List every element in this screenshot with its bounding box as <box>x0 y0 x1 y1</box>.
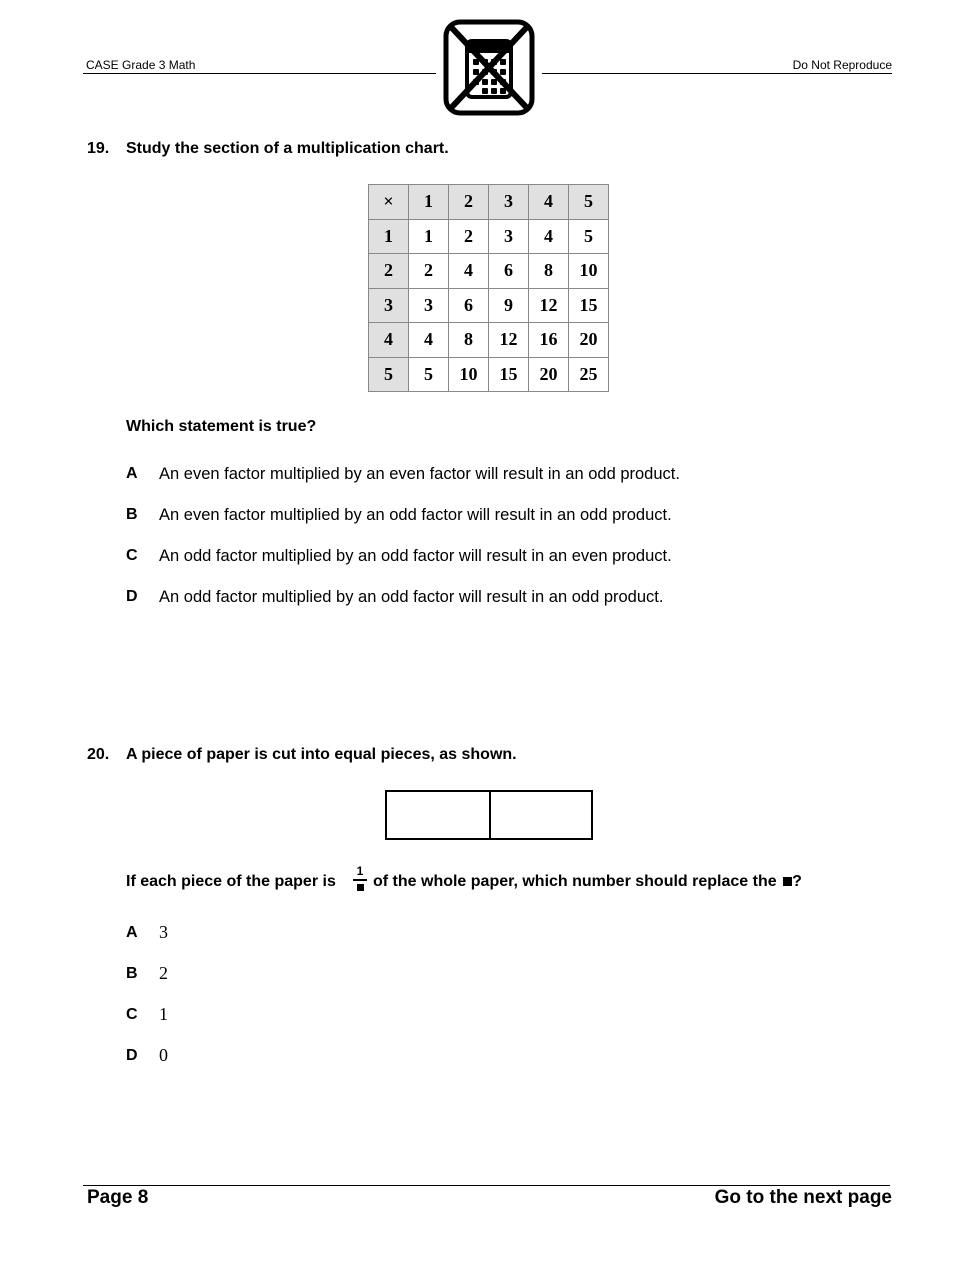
option-letter: D <box>126 1047 138 1064</box>
table-row <box>369 288 609 323</box>
table-cell: 4 <box>529 219 569 254</box>
table-cell: 6 <box>449 288 489 323</box>
table-cell: 8 <box>449 323 489 358</box>
paper-diagram <box>385 790 593 840</box>
table-cell: 15 <box>569 288 609 323</box>
option-text: 2 <box>159 963 168 983</box>
header-notice: Do Not Reproduce <box>792 58 892 72</box>
table-row <box>369 254 609 289</box>
table-cell: 4 <box>449 254 489 289</box>
table-cell: 16 <box>529 323 569 358</box>
paper-cut-line <box>489 792 491 838</box>
row-header: 4 <box>369 323 409 358</box>
table-cell: 2 <box>409 254 449 289</box>
table-cell: 1 <box>409 219 449 254</box>
option-letter: B <box>126 965 138 982</box>
row-header: 1 <box>369 219 409 254</box>
column-header: 5 <box>569 185 609 220</box>
multiplication-chart <box>368 184 609 392</box>
table-cell: 4 <box>409 323 449 358</box>
option-text: 1 <box>159 1004 168 1024</box>
next-page-note: Go to the next page <box>714 1187 892 1208</box>
table-cell: 25 <box>569 357 609 392</box>
table-cell: 8 <box>529 254 569 289</box>
table-cell: 2 <box>449 219 489 254</box>
option-letter: A <box>126 465 138 482</box>
table-cell: 10 <box>449 357 489 392</box>
table-cell: 6 <box>489 254 529 289</box>
question-text-start: If each piece of the paper is <box>126 873 336 890</box>
header-divider <box>83 73 436 74</box>
footer-divider <box>83 1185 890 1186</box>
option-text: An odd factor multiplied by an odd factor will result in an even product. <box>159 547 672 565</box>
header-divider <box>542 73 892 74</box>
table-cell: 3 <box>409 288 449 323</box>
column-header: 3 <box>489 185 529 220</box>
table-header-row <box>369 185 609 220</box>
no-calculator-icon <box>443 19 535 116</box>
question-number: 19. <box>87 140 110 157</box>
page-number: Page 8 <box>87 1187 149 1208</box>
table-cell: 10 <box>569 254 609 289</box>
question-mark: ? <box>792 873 802 890</box>
header-title: CASE Grade 3 Math <box>86 58 196 72</box>
option-letter: A <box>126 924 138 941</box>
question-prompt: Study the section of a multiplication chart. <box>126 140 449 157</box>
table-cell: 5 <box>569 219 609 254</box>
times-symbol: × <box>369 185 409 220</box>
option-text: 3 <box>159 922 168 942</box>
option-text: An even factor multiplied by an even factor will result in an odd product. <box>159 465 680 483</box>
table-row <box>369 323 609 358</box>
option-letter: C <box>126 1006 138 1023</box>
option-letter: B <box>126 506 138 523</box>
question-prompt: A piece of paper is cut into equal pieces, as shown. <box>126 746 517 763</box>
table-cell: 5 <box>409 357 449 392</box>
table-cell: 15 <box>489 357 529 392</box>
option-letter: D <box>126 588 138 605</box>
option-letter: C <box>126 547 138 564</box>
table-cell: 3 <box>489 219 529 254</box>
fraction <box>353 864 367 891</box>
question-text-end <box>373 873 802 891</box>
table-cell: 12 <box>529 288 569 323</box>
column-header: 1 <box>409 185 449 220</box>
unknown-square-icon <box>783 877 792 886</box>
table-row <box>369 357 609 392</box>
option-text: An even factor multiplied by an odd factor will result in an odd product. <box>159 506 672 524</box>
table-row <box>369 219 609 254</box>
unknown-square-icon <box>357 884 364 891</box>
question-number: 20. <box>87 746 110 763</box>
row-header: 3 <box>369 288 409 323</box>
row-header: 5 <box>369 357 409 392</box>
option-text: 0 <box>159 1045 168 1065</box>
option-text: An odd factor multiplied by an odd factor will result in an odd product. <box>159 588 664 606</box>
fraction-numerator: 1 <box>356 864 364 878</box>
table-cell: 9 <box>489 288 529 323</box>
fraction-bar <box>353 879 367 881</box>
question-text: Which statement is true? <box>126 418 317 435</box>
column-header: 2 <box>449 185 489 220</box>
question-text-middle: of the whole paper, which number should replace the <box>373 873 777 890</box>
table-cell: 12 <box>489 323 529 358</box>
column-header: 4 <box>529 185 569 220</box>
row-header: 2 <box>369 254 409 289</box>
table-cell: 20 <box>569 323 609 358</box>
table-cell: 20 <box>529 357 569 392</box>
